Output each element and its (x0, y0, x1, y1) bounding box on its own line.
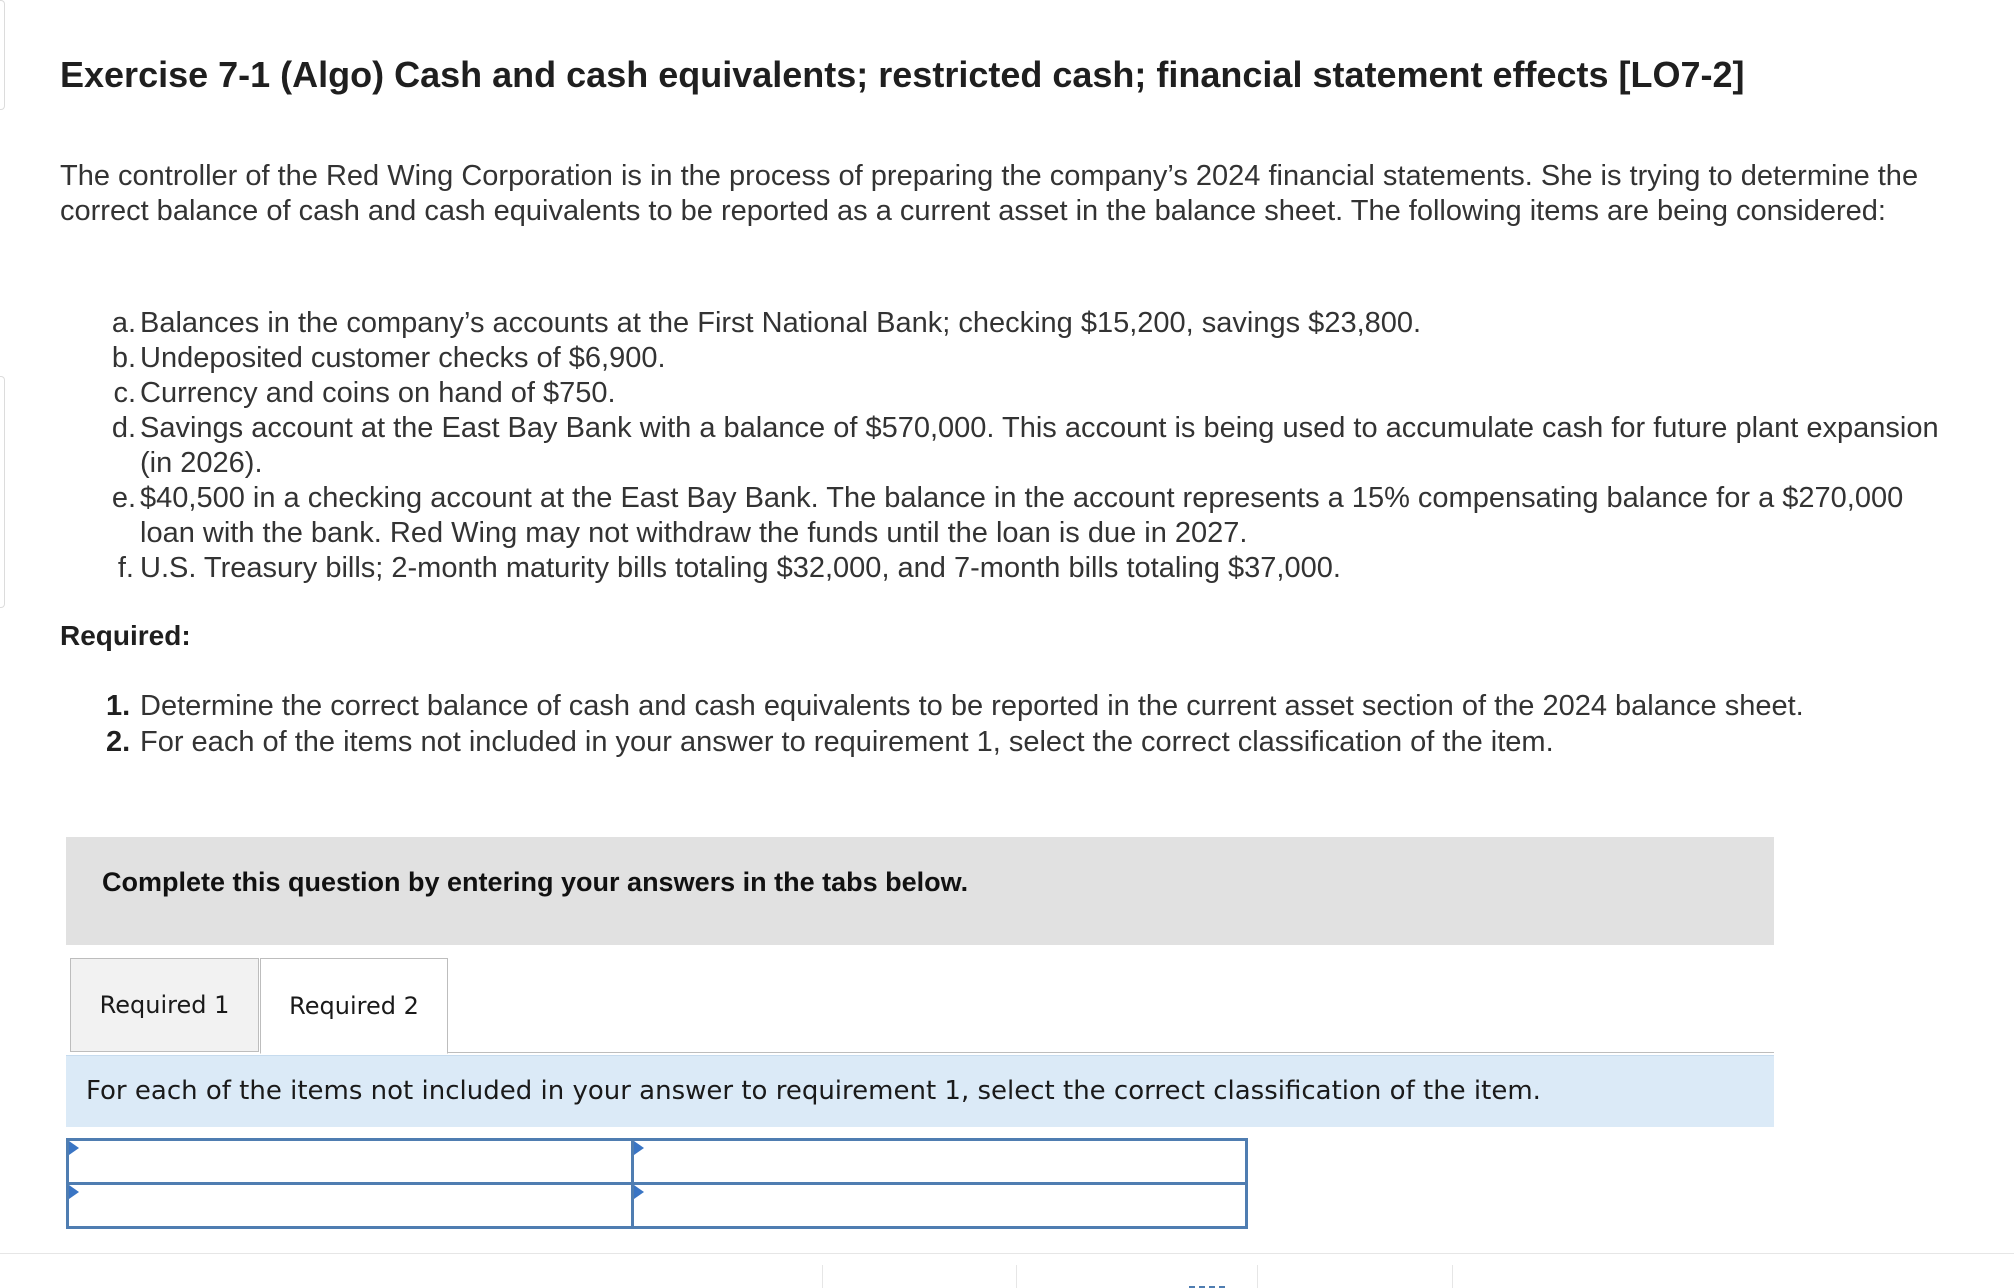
requirement-number: 1. (106, 690, 131, 722)
instruction-banner (66, 837, 1774, 945)
item-text: Undeposited customer checks of $6,900. (140, 342, 666, 374)
table-row (68, 1140, 1247, 1184)
requirement-item (106, 724, 1906, 760)
item-letter: c. (113, 377, 136, 409)
tab-label: Required 2 (289, 992, 419, 1020)
considered-items-list (106, 306, 1966, 586)
dropdown-marker-icon (69, 1185, 79, 1199)
dropdown-marker-icon (634, 1141, 644, 1155)
required-heading: Required: (60, 620, 191, 651)
tab-baseline (448, 1052, 1774, 1053)
classification-dropdown[interactable] (634, 1185, 1245, 1226)
item-text: U.S. Treasury bills; 2-month maturity bills totaling $32,000, and 7-month bills totaling $37,000. (140, 552, 1341, 584)
item-dropdown[interactable] (69, 1141, 631, 1182)
bottom-divider (0, 1253, 2014, 1254)
item-letter: f. (117, 552, 134, 584)
table-row (68, 1184, 1247, 1228)
classification-select-cell[interactable] (632, 1184, 1246, 1228)
page-edge-mark (0, 0, 5, 110)
requirement-text: For each of the items not included in your answer to requirement 1, select the correct classification of the item. (140, 726, 1554, 758)
exercise-title: Exercise 7-1 (Algo) Cash and cash equivalents; restricted cash; financial statement effects [LO7-2] (60, 54, 1745, 95)
requirement-item (106, 688, 1906, 724)
bottom-divider-tick (822, 1265, 823, 1288)
list-item (106, 551, 1966, 586)
list-item (106, 306, 1966, 341)
item-letter: e. (111, 482, 136, 514)
list-item (106, 481, 1966, 551)
tab-required-2[interactable] (260, 958, 448, 1054)
dropdown-marker-icon (69, 1141, 79, 1155)
classification-select-cell[interactable] (632, 1140, 1246, 1184)
item-text: Balances in the company’s accounts at the First National Bank; checking $15,200, savings $23,800. (140, 307, 1422, 339)
list-item (106, 376, 1966, 411)
tab-required-1[interactable] (70, 958, 259, 1052)
intro-paragraph: The controller of the Red Wing Corporation is in the process of preparing the company’s 2024 financial statements. She is trying to determine the correct balance of cash and cash equivalents to be reported as a current asset in the balance sheet. The following items are being considered: (60, 160, 1919, 227)
list-item (106, 411, 1966, 481)
item-text: Savings account at the East Bay Bank with a balance of $570,000. This account is being used to accumulate cash for future plant expansion (in 2026). (140, 412, 1939, 479)
list-item (106, 341, 1966, 376)
question-prompt-banner (66, 1055, 1774, 1127)
item-text: Currency and coins on hand of $750. (140, 377, 616, 409)
requirement-text: Determine the correct balance of cash and cash equivalents to be reported in the current asset section of the 2024 balance sheet. (140, 690, 1804, 722)
classification-answer-table (66, 1138, 1248, 1229)
tab-label: Required 1 (99, 991, 230, 1019)
bottom-divider-tick (1016, 1265, 1017, 1288)
item-letter: b. (111, 342, 136, 374)
item-select-cell[interactable] (68, 1184, 633, 1228)
item-dropdown[interactable] (69, 1185, 631, 1226)
requirements-list (106, 688, 1906, 760)
page-edge-mark (0, 376, 5, 608)
bottom-divider-tick (1257, 1265, 1258, 1288)
item-text: $40,500 in a checking account at the East Bay Bank. The balance in the account represents a 15% compensating balance for a $270,000 loan with the bank. Red Wing may not withdraw the funds until the loan is due in 2027. (140, 482, 1904, 549)
item-letter: a. (111, 307, 136, 339)
dropdown-marker-icon (634, 1185, 644, 1199)
bottom-divider-tick (1452, 1265, 1453, 1288)
item-select-cell[interactable] (68, 1140, 633, 1184)
classification-dropdown[interactable] (634, 1141, 1245, 1182)
requirement-number: 2. (106, 726, 131, 758)
instruction-text: Complete this question by entering your answers in the tabs below. (102, 867, 969, 897)
item-letter: d. (111, 412, 136, 444)
question-prompt-text: For each of the items not included in your answer to requirement 1, select the correct classification of the item. (86, 1076, 1541, 1106)
